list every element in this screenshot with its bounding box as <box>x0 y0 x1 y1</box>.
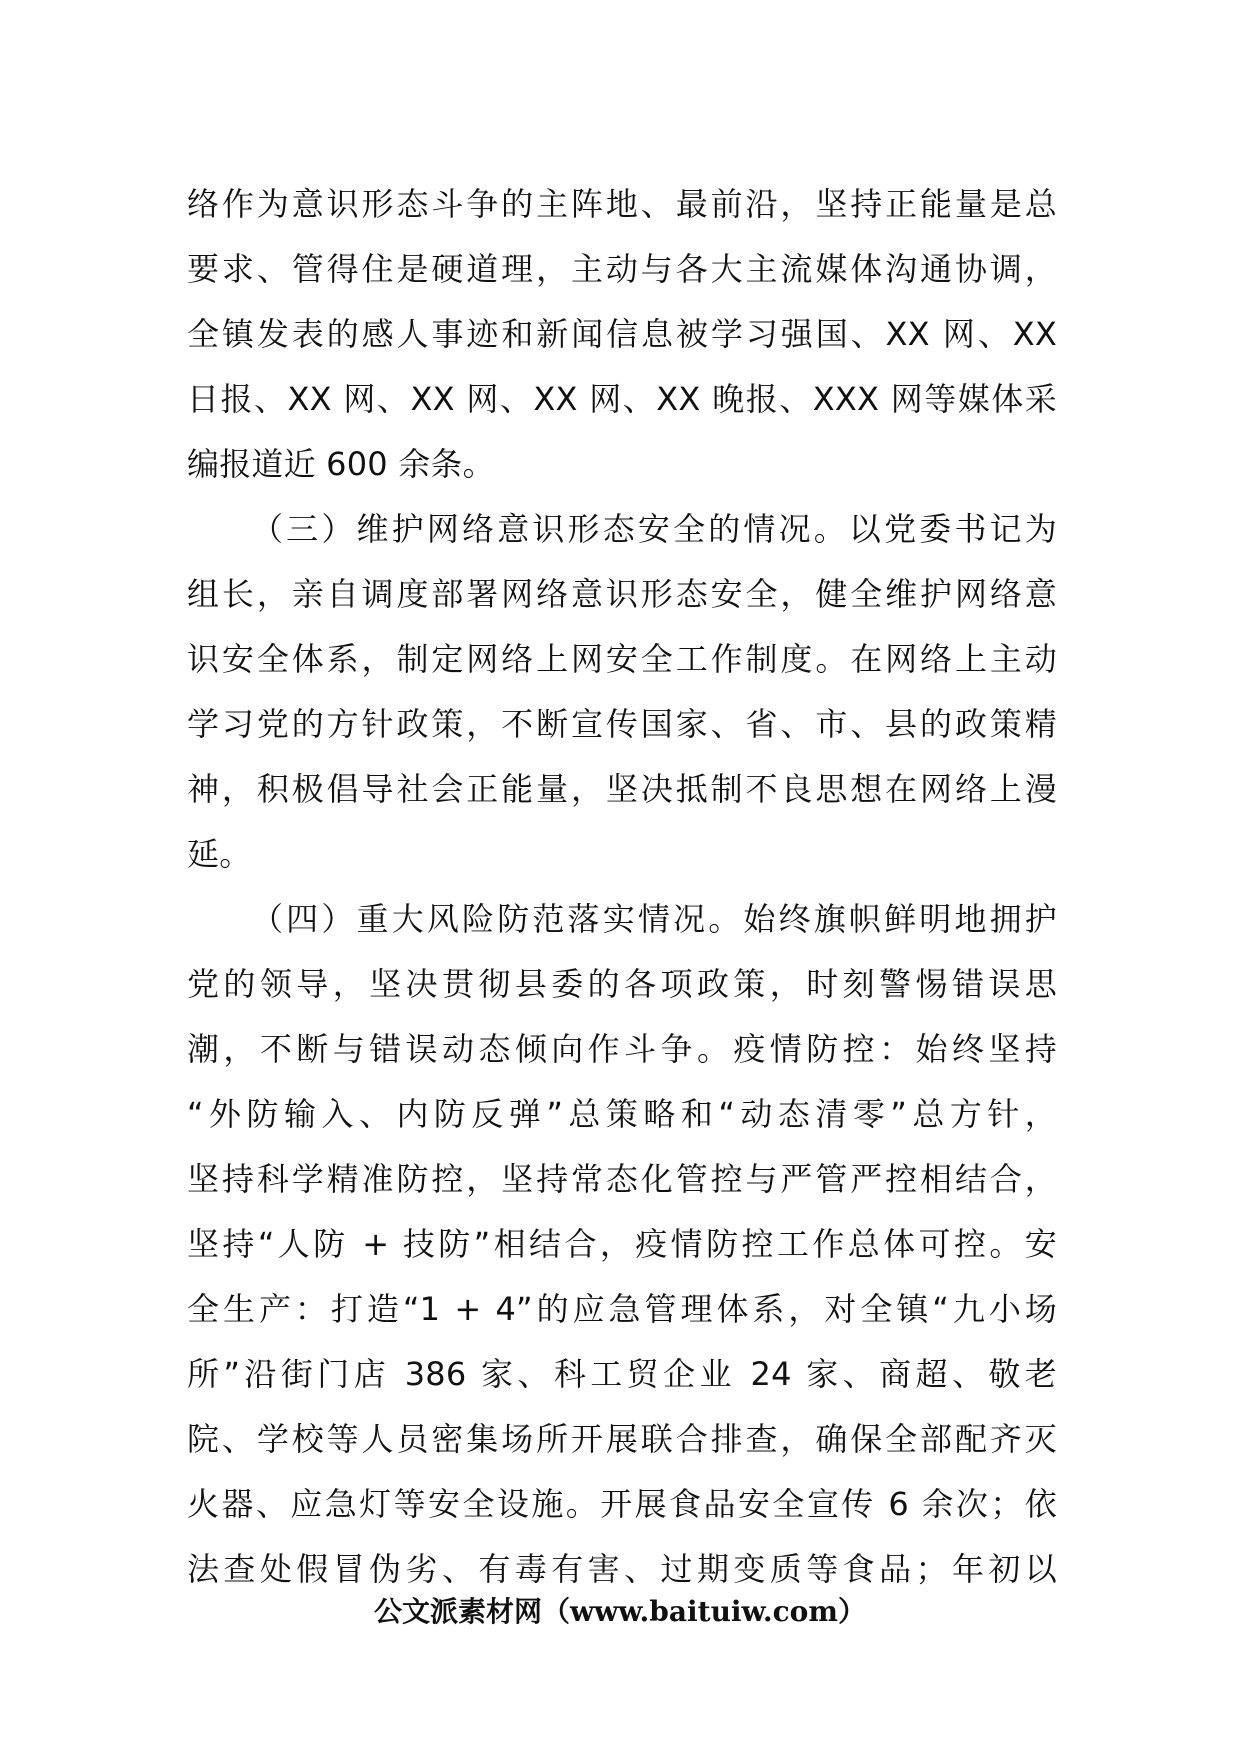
text-line: 学习党的方针政策，不断宣传国家、省、市、县的政策精 <box>187 705 1057 743</box>
text-line: 组长，亲自调度部署网络意识形态安全，健全维护网络意 <box>187 575 1057 613</box>
text-line: 法查处假冒伪劣、有毒有害、过期变质等食品；年初以 <box>187 1550 1057 1588</box>
text-line: 潮，不断与错误动态倾向作斗争。疫情防控：始终坚持 <box>187 1030 1057 1068</box>
text-line: 火器、应急灯等安全设施。开展食品安全宣传 6 余次；依 <box>187 1485 1057 1523</box>
text-line: 要求、管得住是硬道理，主动与各大主流媒体沟通协调， <box>187 250 1057 288</box>
text-line: 编报道近 600 余条。 <box>187 445 495 483</box>
text-line: “外防输入、内防反弹”总策略和“动态清零”总方针， <box>187 1095 1057 1133</box>
text-line: 日报、XX 网、XX 网、XX 网、XX 晚报、XXX 网等媒体采 <box>187 380 1057 418</box>
text-line: 神，积极倡导社会正能量，坚决抵制不良思想在网络上漫 <box>187 770 1057 808</box>
text-line: 全生产：打造“1 + 4”的应急管理体系，对全镇“九小场 <box>187 1290 1057 1328</box>
text-line: 延。 <box>187 835 252 873</box>
text-line: 院、学校等人员密集场所开展联合排查，确保全部配齐灭 <box>187 1420 1057 1458</box>
document-body <box>187 172 1057 1602</box>
text-line: 坚持“人防 + 技防”相结合，疫情防控工作总体可控。安 <box>187 1225 1057 1263</box>
text-line: 坚持科学精准防控，坚持常态化管控与严管严控相结合， <box>187 1160 1057 1198</box>
footer-watermark: 公文派素材网（www.baituiw.com） <box>374 1595 866 1628</box>
text-line: 识安全体系，制定网络上网安全工作制度。在网络上主动 <box>187 640 1057 678</box>
section-heading-line: （三）维护网络意识形态安全的情况。以党委书记为 <box>251 510 1057 548</box>
section-heading-line: （四）重大风险防范落实情况。始终旗帜鲜明地拥护 <box>251 900 1057 938</box>
text-line: 所”沿街门店 386 家、科工贸企业 24 家、商超、敬老 <box>187 1355 1057 1393</box>
text-line: 络作为意识形态斗争的主阵地、最前沿，坚持正能量是总 <box>187 185 1057 223</box>
text-line: 党的领导，坚决贯彻县委的各项政策，时刻警惕错误思 <box>187 965 1057 1003</box>
text-line: 全镇发表的感人事迹和新闻信息被学习强国、XX 网、XX <box>187 315 1057 353</box>
